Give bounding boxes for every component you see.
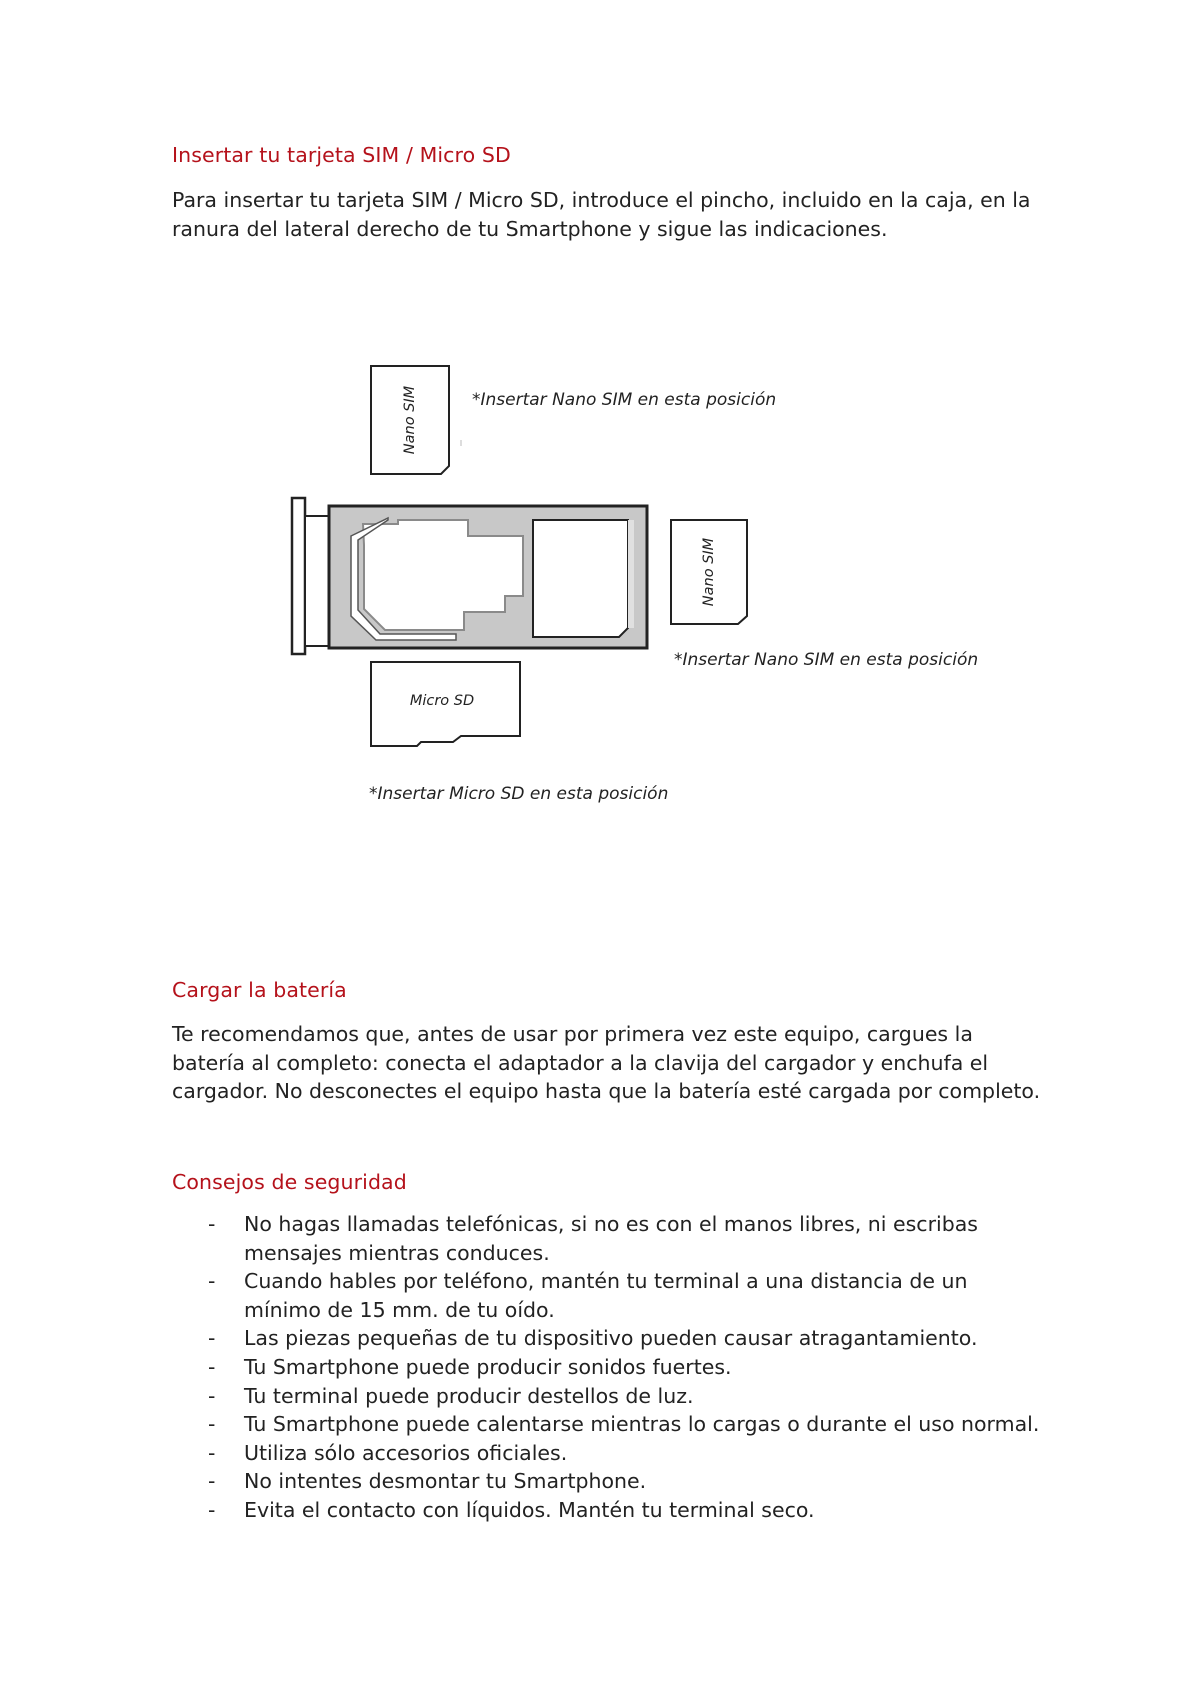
micro-sd-card <box>371 662 520 746</box>
tray-handle <box>292 498 329 654</box>
nano-sim-right-label: Nano SIM <box>701 537 717 607</box>
list-item-text: Tu Smartphone puede producir sonidos fuertes. <box>244 1354 732 1379</box>
list-item <box>208 1467 1108 1496</box>
safety-tips-list <box>208 1210 1108 1525</box>
micro-sd-caption: *Insertar Micro SD en esta posición <box>369 784 669 804</box>
section-title-safety: Consejos de seguridad <box>172 1170 407 1194</box>
sim-instructions-line: ranura del lateral derecho de tu Smartphone y sigue las indicaciones. <box>172 216 888 241</box>
bullet-dash: - <box>208 1469 216 1494</box>
sim-tray <box>329 506 647 648</box>
list-item-text: Tu terminal puede producir destellos de luz. <box>244 1383 694 1408</box>
bullet-dash: - <box>208 1440 216 1465</box>
bullet-dash: - <box>208 1212 216 1236</box>
list-item-text: Cuando hables por teléfono, mantén tu terminal a una distancia de un <box>244 1269 968 1294</box>
battery-instructions-line: cargador. No desconectes el equipo hasta que la batería esté cargada por completo. <box>172 1079 1041 1104</box>
bullet-dash: - <box>208 1383 216 1408</box>
bullet-dash: - <box>208 1326 216 1351</box>
list-item <box>208 1410 1108 1439</box>
list-item-text: mensajes mientras conduces. <box>244 1240 550 1265</box>
bullet-dash: - <box>208 1412 216 1437</box>
list-item-text: mínimo de 15 mm. de tu oído. <box>244 1297 555 1322</box>
list-item <box>208 1496 1108 1525</box>
list-item-text: No intentes desmontar tu Smartphone. <box>244 1469 647 1494</box>
section-title-battery: Cargar la batería <box>172 978 347 1002</box>
nano-sim-card-top <box>371 366 449 474</box>
bullet-dash: - <box>208 1497 216 1522</box>
list-item-text: Las piezas pequeñas de tu dispositivo pueden causar atragantamiento. <box>244 1326 978 1351</box>
list-item-text: Utiliza sólo accesorios oficiales. <box>244 1440 568 1465</box>
nano-sim-top-caption: *Insertar Nano SIM en esta posición <box>472 390 777 410</box>
list-item <box>208 1267 1108 1324</box>
list-item-text: Tu Smartphone puede calentarse mientras lo cargas o durante el uso normal. <box>244 1412 1040 1437</box>
battery-instructions <box>172 1020 1052 1106</box>
nano-sim-card-right <box>671 520 747 624</box>
list-item <box>208 1210 1108 1267</box>
bullet-dash: - <box>208 1354 216 1379</box>
battery-instructions-line: Te recomendamos que, antes de usar por primera vez este equipo, cargues la <box>172 1022 973 1046</box>
list-item <box>208 1439 1108 1468</box>
section-title-sim: Insertar tu tarjeta SIM / Micro SD <box>172 143 511 167</box>
list-item <box>208 1353 1108 1382</box>
micro-sd-label: Micro SD <box>409 693 475 709</box>
battery-instructions-line: batería al completo: conecta el adaptador a la clavija del cargador y enchufa el <box>172 1050 989 1075</box>
sim-instructions-line: Para insertar tu tarjeta SIM / Micro SD, introduce el pincho, incluido en la caja, en la <box>172 188 1031 212</box>
bullet-dash: - <box>208 1269 216 1294</box>
list-item-text: Evita el contacto con líquidos. Mantén tu terminal seco. <box>244 1497 815 1522</box>
nano-sim-top-label: Nano SIM <box>402 385 418 455</box>
sim-instructions <box>172 186 1052 243</box>
nano-sim-right-caption: *Insertar Nano SIM en esta posición <box>674 650 979 670</box>
list-item-text: No hagas llamadas telefónicas, si no es con el manos libres, ni escribas <box>244 1212 978 1236</box>
sim-tray-diagram <box>280 360 980 820</box>
list-item <box>208 1382 1108 1411</box>
list-item <box>208 1324 1108 1353</box>
